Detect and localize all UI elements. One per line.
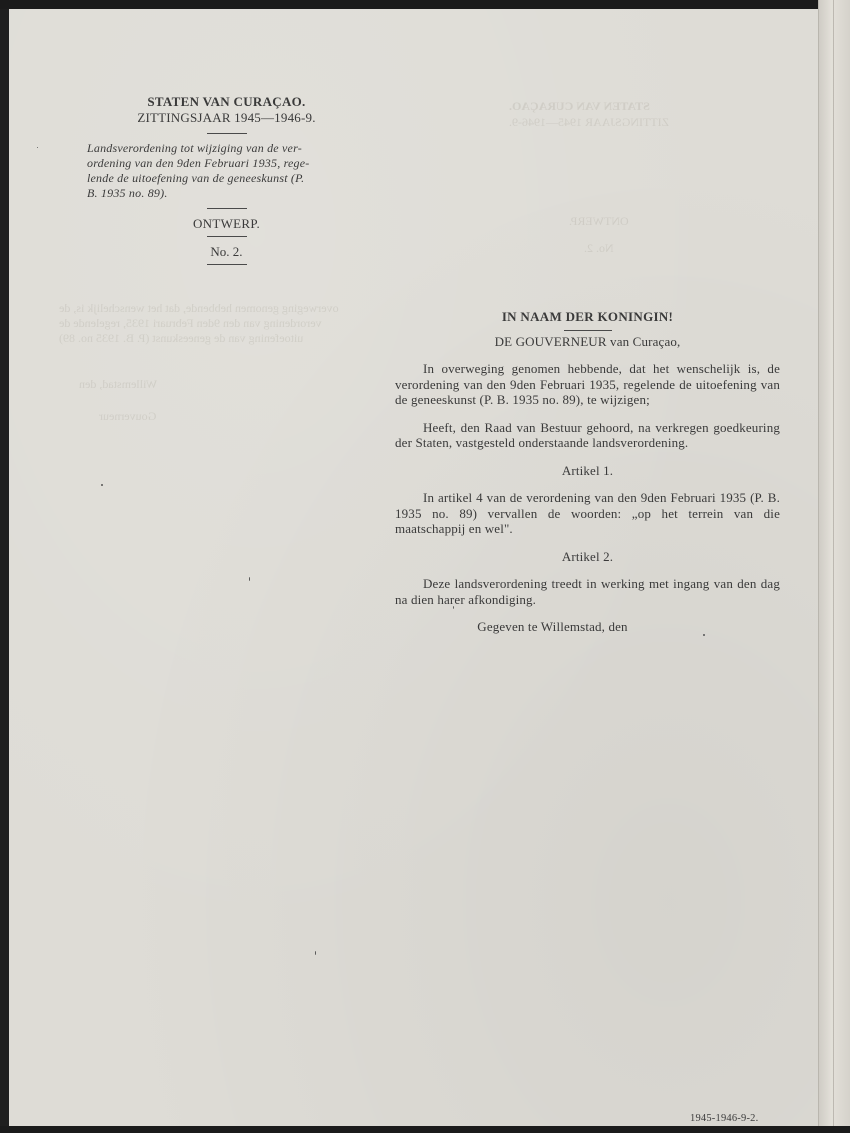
governor-line: DE GOUVERNEUR van Curaçao, (494, 333, 681, 349)
article-1-text: In artikel 4 van de verordening van den 9den Februari 1935 (P. B. 1935 no. 89) vervallen de woorden: „op het terrein van die maatschappij en wel". (395, 490, 780, 536)
paper-speck (249, 577, 250, 581)
divider (207, 264, 247, 265)
bleed-through-text: No. 2. (584, 241, 614, 255)
divider (207, 236, 247, 237)
bleed-through-text: STATEN VAN CURAÇAO. (509, 99, 650, 113)
divider (564, 330, 612, 331)
bleed-through-text: ZITTINGSJAAR 1945—1946-9. (509, 115, 669, 129)
article-2-heading: Artikel 2. (561, 548, 614, 564)
subject-line: ordening van den 9den Februari 1935, rege- (87, 156, 310, 170)
divider (207, 208, 247, 209)
subject-line: Landsverordening tot wijziging van de ver- (87, 141, 302, 155)
article-2-text: Deze landsverordening treedt in werking met ingang van den dag na dien harer afkondiging. (395, 576, 780, 607)
bleed-through-text: Willemstad, den (79, 377, 158, 391)
paper-speck (315, 951, 316, 955)
bleed-through-text: uitoefening van de geneeskunst (P. B. 1935 no. 89) (59, 331, 304, 345)
session-year: ZITTINGSJAAR 1945—1946-9. (137, 110, 316, 125)
bleed-through-text: verordening van den 9den Februari 1935, regelende de (59, 316, 322, 330)
royal-heading: IN NAAM DER KONINGIN! (501, 309, 674, 324)
page-fold-edge (818, 0, 850, 1133)
considering-paragraph: In overweging genomen hebbende, dat het wenschelijk is, de verordening van den 9den Februari 1935, regelende de uitoefening van de geneeskunst (P. B. 1935 no. 89), te wijzigen; (395, 361, 780, 407)
ordinance-subject (79, 141, 374, 201)
bleed-through-text: Gouverneur (99, 409, 157, 423)
document-header (79, 94, 374, 272)
paper-speck (101, 484, 103, 486)
given-at-line: Gegeven te Willemstad, den (477, 619, 628, 634)
scan-top-border (0, 0, 850, 9)
assembly-title: STATEN VAN CURAÇAO. (147, 94, 306, 109)
document-code: 1945-1946-9-2. (690, 1113, 759, 1124)
document-number: No. 2. (210, 244, 243, 259)
bleed-through-text: overweging genomen hebbende, dat het wenschelijk is, de (59, 301, 339, 315)
subject-line: lende de uitoefening van de geneeskunst (P. (87, 171, 305, 185)
subject-line: B. 1935 no. 89). (87, 186, 168, 200)
bleed-through-text: ONTWERP. (569, 214, 629, 228)
scan-bottom-border (0, 1126, 850, 1133)
ordinance-body (395, 309, 780, 635)
draft-label: ONTWERP. (192, 216, 261, 231)
divider (207, 133, 247, 134)
paper-speck (453, 606, 454, 609)
enactment-paragraph: Heeft, den Raad van Bestuur gehoord, na verkregen goedkeuring der Staten, vastgesteld onderstaande landsverordening. (395, 419, 780, 450)
document-page (9, 9, 833, 1126)
paper-speck (703, 634, 705, 636)
paper-speck (37, 147, 38, 148)
article-1-heading: Artikel 1. (561, 462, 614, 478)
